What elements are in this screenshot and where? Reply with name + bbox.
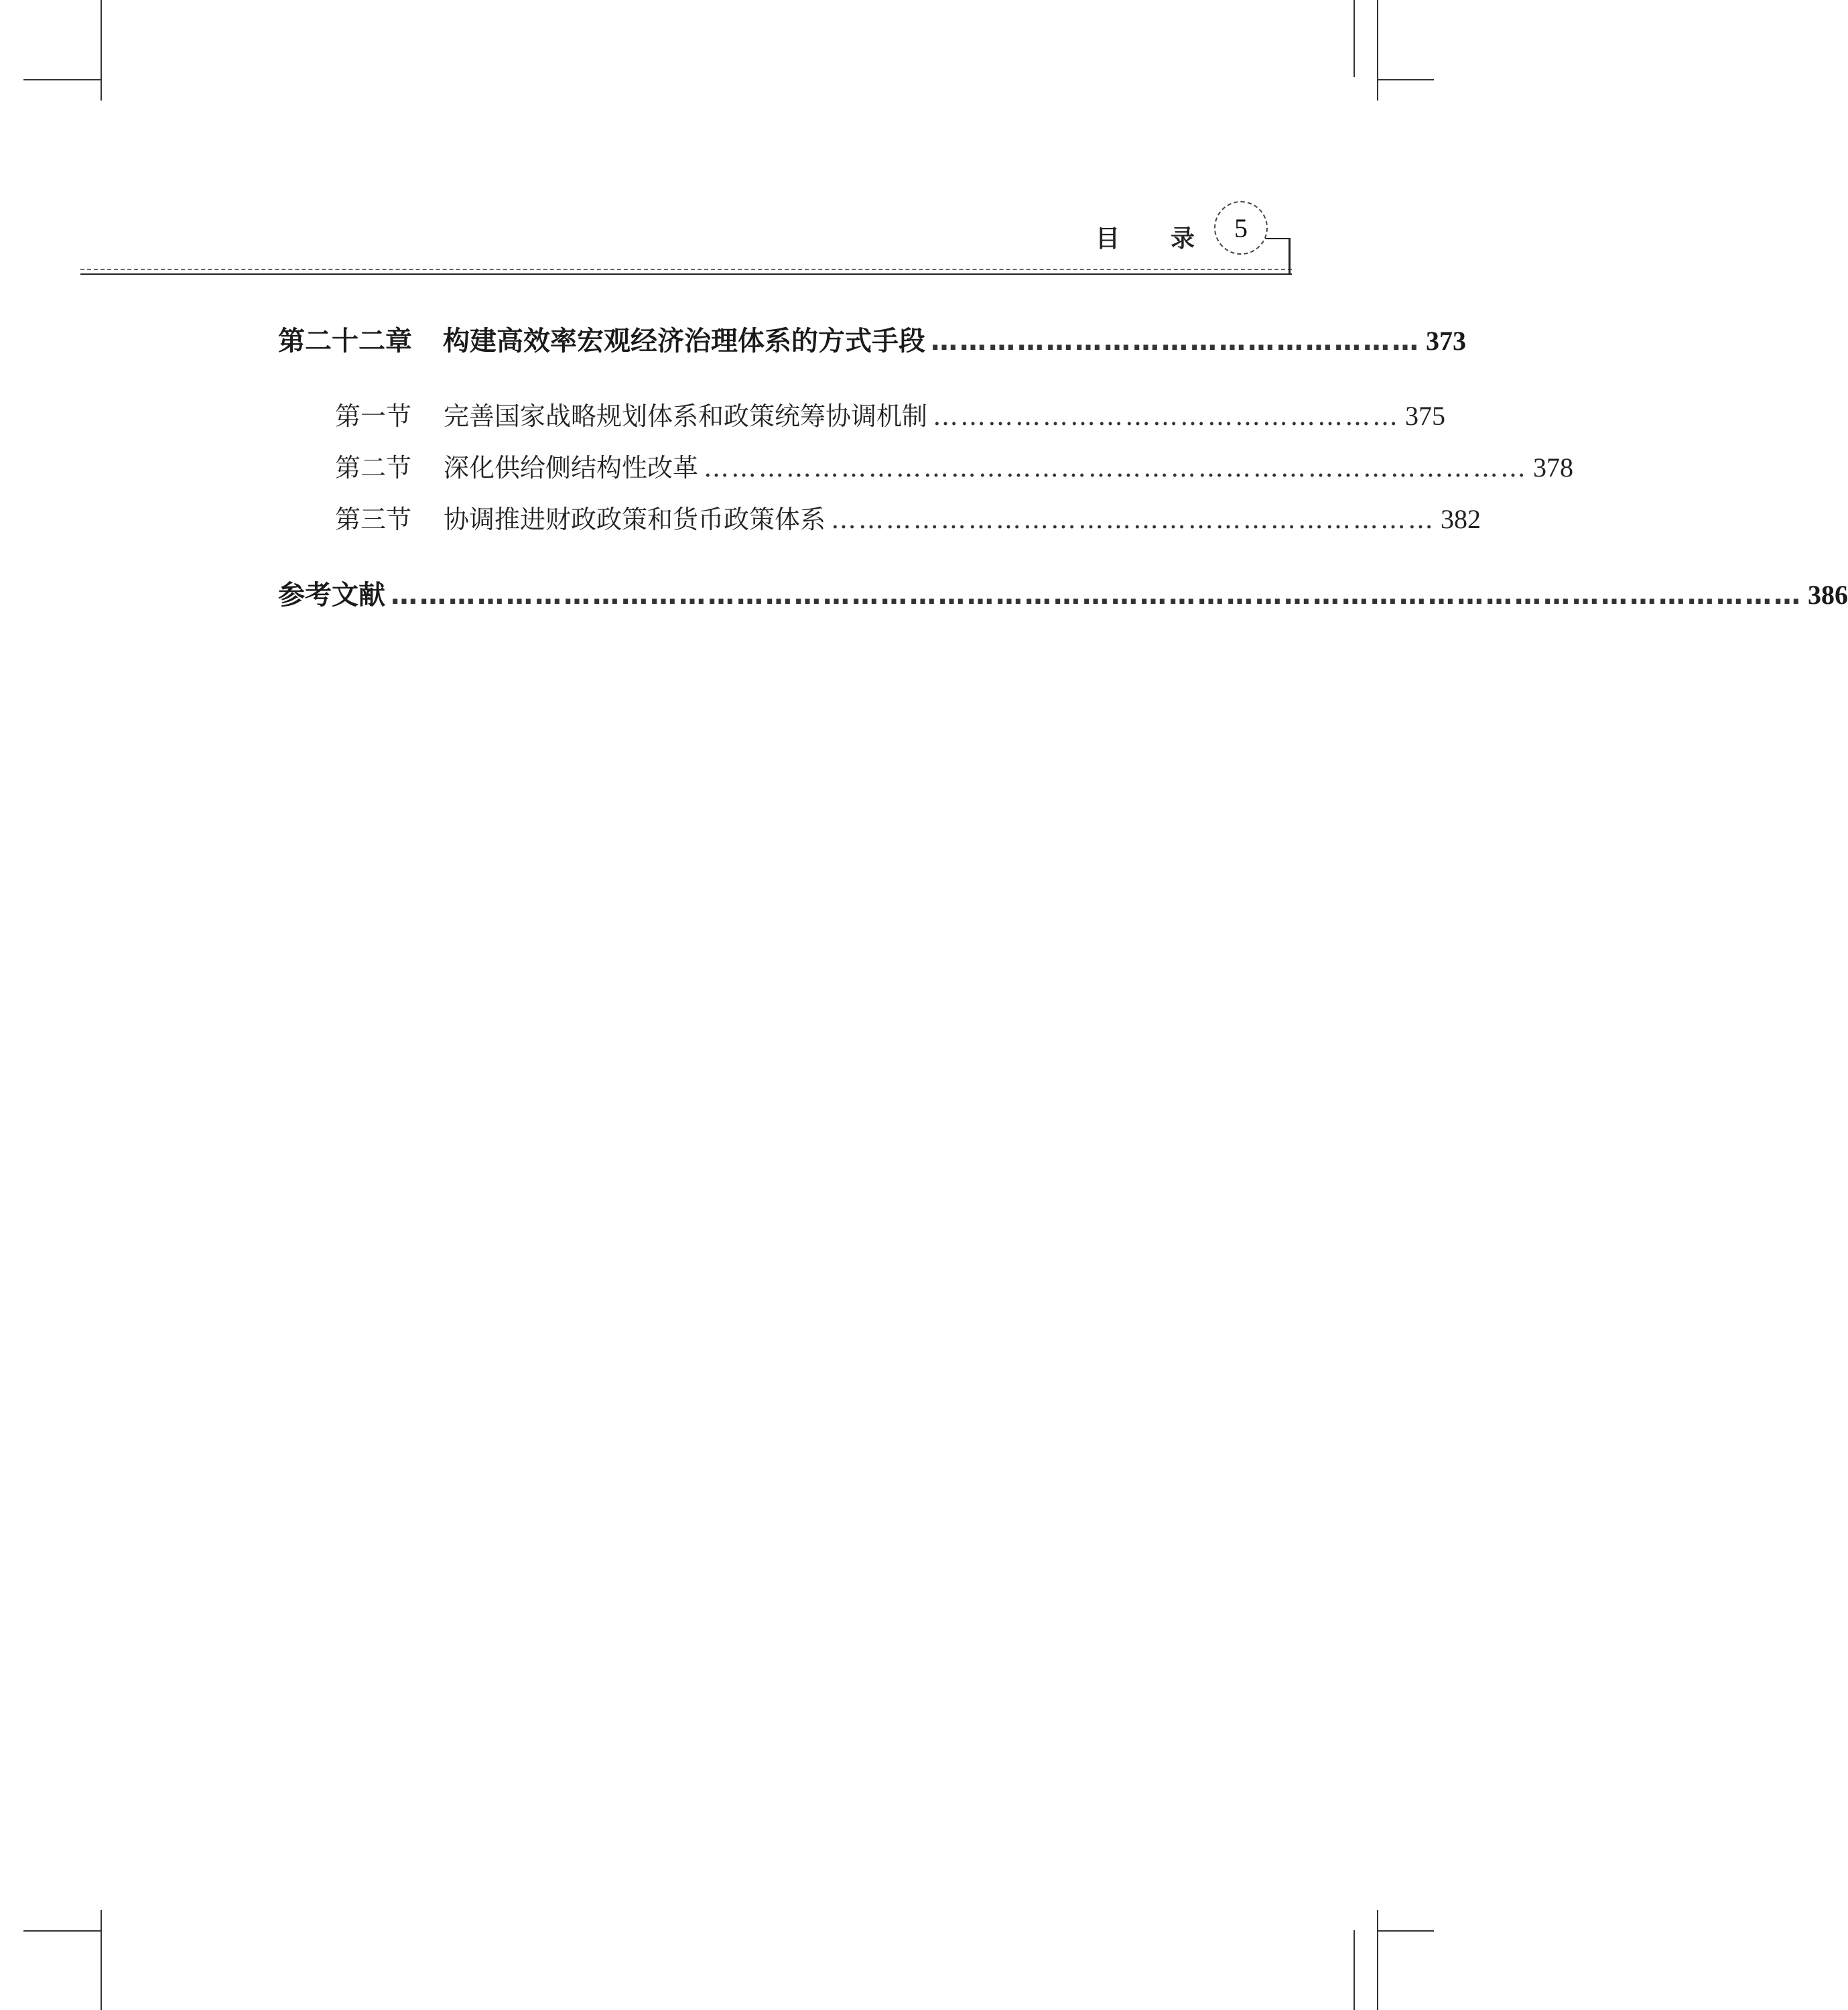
section-page: 378 (1533, 452, 1574, 483)
crop-mark (23, 79, 101, 80)
header-title-right: 录 (1171, 225, 1195, 253)
section-page: 375 (1405, 401, 1446, 431)
page-number: 5 (1234, 212, 1248, 243)
section-title: 协调推进财政政策和货币政策体系 (444, 505, 826, 534)
leader-dots: …………………………………………… (931, 326, 1421, 357)
toc-chapter-entry[interactable] (278, 320, 1466, 358)
toc-section-entry[interactable] (335, 447, 1574, 484)
crop-mark (101, 1910, 102, 2010)
page-number-badge (1214, 201, 1268, 255)
crop-mark (101, 0, 102, 101)
leader-dots: ……………………………………………………………………………… (704, 453, 1528, 483)
section-page: 382 (1441, 504, 1481, 534)
header-dashed-rule (80, 269, 1292, 270)
toc-references-entry[interactable] (278, 574, 1848, 612)
section-label: 第三节 (335, 505, 412, 534)
chapter-label: 第二十二章 (278, 326, 412, 357)
chapter-title: 构建高效率宏观经济治理体系的方式手段 (443, 326, 925, 357)
chapter-page: 373 (1426, 326, 1466, 356)
header-title-left: 目 (1096, 225, 1120, 253)
section-title: 完善国家战略规划体系和政策统筹协调机制 (444, 401, 928, 431)
crop-mark (1377, 1910, 1378, 2010)
section-label: 第一节 (335, 401, 412, 431)
section-label: 第二节 (335, 453, 412, 483)
crop-mark (1354, 1930, 1355, 2010)
leader-dots: ………………………………………………………………………………………………………………………………… (391, 580, 1802, 611)
header-solid-rule (80, 273, 1292, 275)
crop-mark (1377, 0, 1378, 101)
leader-dots: …………………………………………… (933, 401, 1400, 431)
references-title: 参考文献 (278, 580, 385, 611)
toc-section-entry[interactable] (335, 395, 1446, 432)
crop-mark (23, 1930, 101, 1932)
references-page: 386 (1808, 580, 1848, 610)
toc-section-entry[interactable] (335, 499, 1481, 536)
crop-mark (1377, 79, 1434, 80)
crop-mark (1377, 1930, 1434, 1932)
leader-dots: ………………………………………………………… (831, 505, 1436, 534)
section-title: 深化供给侧结构性改革 (444, 453, 699, 483)
crop-mark (1354, 0, 1355, 77)
